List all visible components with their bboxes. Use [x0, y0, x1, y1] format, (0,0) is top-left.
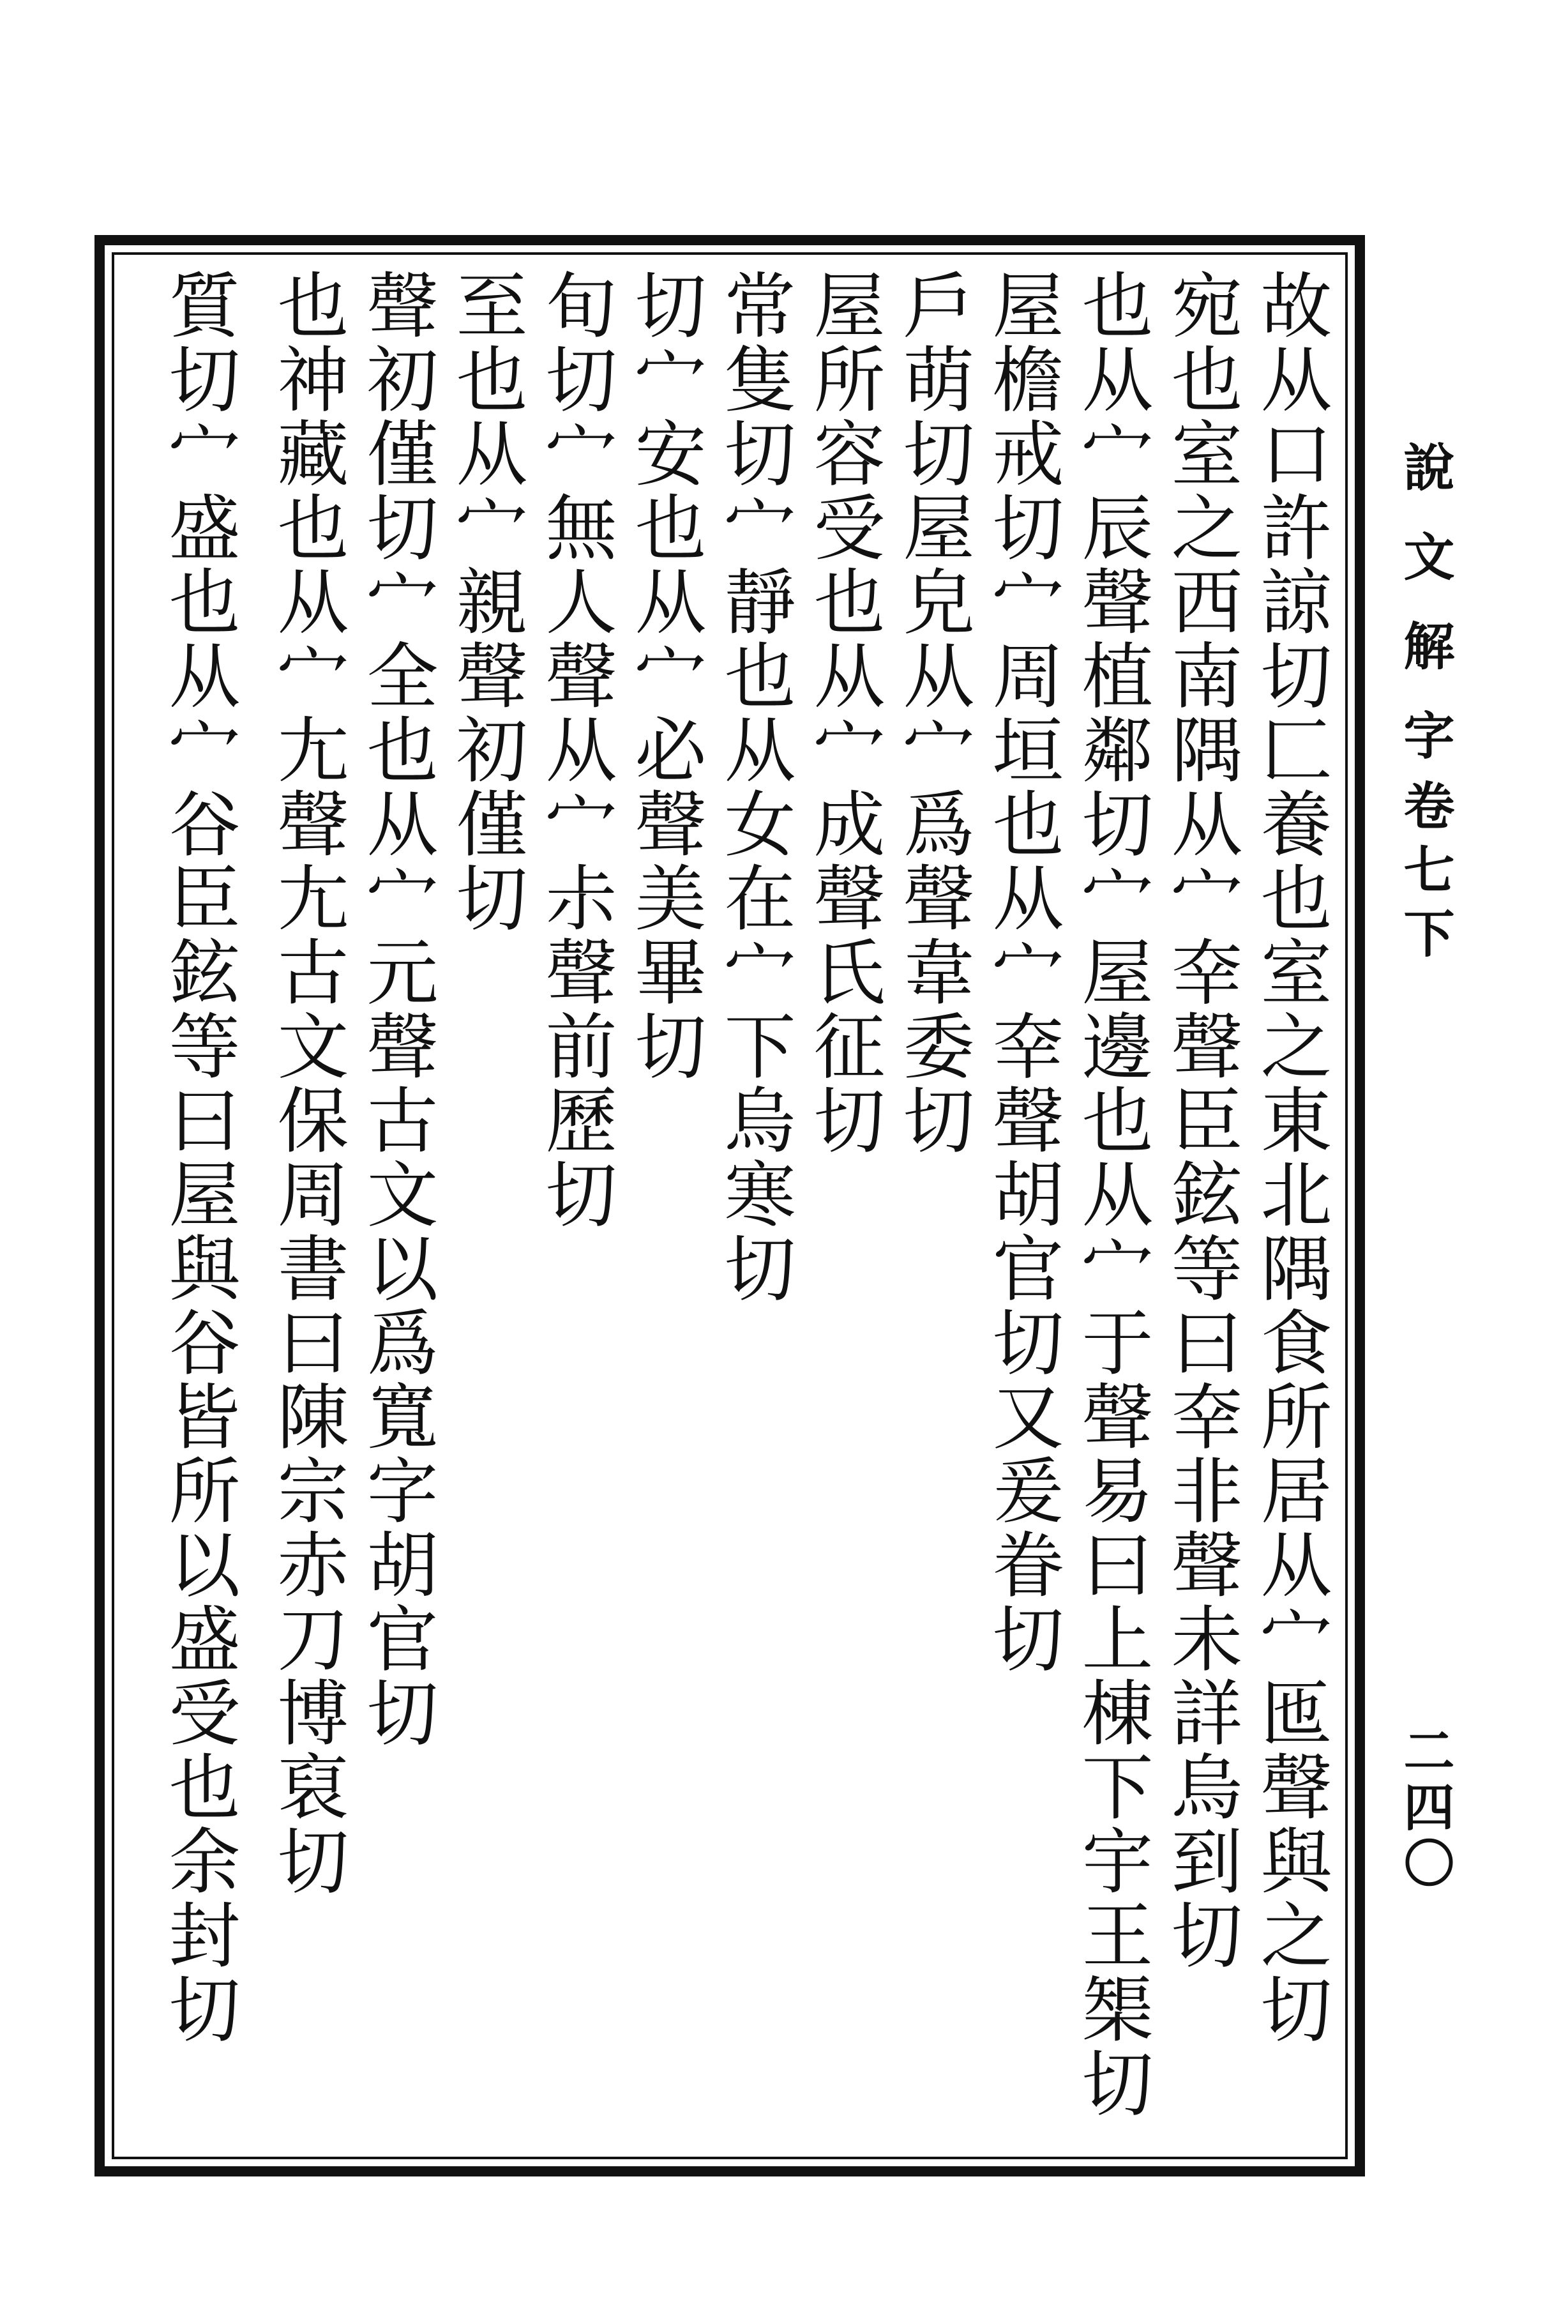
- text-column-11: 聲初僅切宀全也从宀元聲古文以爲寬字胡官切: [355, 268, 438, 1750]
- text-column-2: 宛也室之西南隅从宀㚔聲臣鉉等曰㚔非聲未詳烏到切: [1159, 268, 1242, 1972]
- text-column-4: 屋檐戒切宀周垣也从宀㚔聲胡官切又爰眷切: [981, 268, 1064, 1676]
- text-column-5: 戶萌切屋皃从宀爲聲韋委切: [891, 268, 974, 1157]
- text-column-10: 至也从宀親聲初僅切: [444, 268, 527, 935]
- text-column-12: 也神藏也从宀𡯁聲𡯁古文保周書曰陳宗赤刀博裒切: [266, 268, 349, 1898]
- text-column-3: 也从宀辰聲植鄰切宀屋邊也从宀于聲易曰上棟下宇王榘切: [1070, 268, 1153, 2120]
- text-column-9: 旬切宀無人聲从宀尗聲前歷切: [534, 268, 617, 1231]
- volume-label: 卷七下: [1395, 779, 1455, 971]
- text-column-13: 質切宀盛也从宀谷臣鉉等曰屋與谷皆所以盛受也余封切: [157, 268, 240, 2046]
- text-column-7: 常隻切宀靜也从女在宀下烏寒切: [712, 268, 795, 1305]
- text-column-8: 切宀安也从宀必聲美畢切: [623, 268, 706, 1083]
- page-number: 二四〇: [1395, 1724, 1455, 1893]
- text-column-6: 屋所容受也从宀成聲氏征切: [802, 268, 885, 1157]
- book-title: 說文解字: [1395, 441, 1455, 798]
- text-column-1: 故从口許諒切匚養也室之東北隅食所居从宀匜聲與之切: [1249, 268, 1332, 2046]
